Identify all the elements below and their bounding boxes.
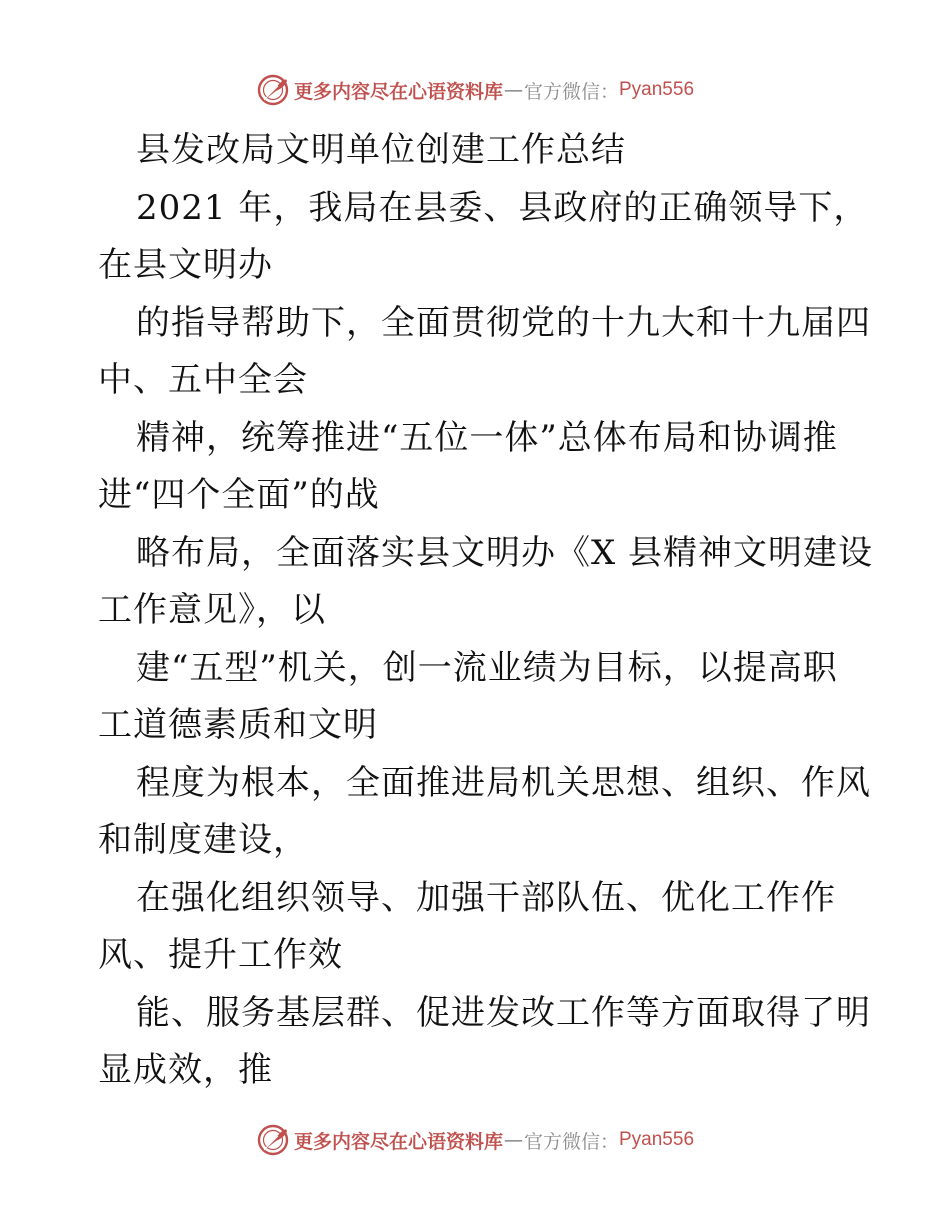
banner-brand: 更多内容尽在心语资料库 [293, 1130, 503, 1153]
banner-brand: 更多内容尽在心语资料库 [293, 80, 503, 103]
paragraph-line: 工道德素质和文明 [98, 705, 378, 745]
footer-banner [0, 1120, 950, 1160]
banner-contact-label: 官方微信： [523, 80, 619, 103]
paragraph-line: 程度为根本，全面推进局机关思想、组织、作风 [136, 762, 871, 803]
banner-dash: — [503, 1129, 523, 1151]
banner-contact-id: Pyan556 [619, 1129, 695, 1150]
paragraph-line: 能、服务基层群、促进发改工作等方面取得了明 [136, 992, 871, 1033]
banner-contact-id: Pyan556 [619, 79, 695, 100]
document-body [98, 122, 874, 1100]
paragraph-line: 略布局，全面落实县文明办《X 县精神文明建设 [136, 532, 874, 573]
paragraph-line: 进“四个全面”的战 [98, 475, 380, 515]
paragraph-line: 在县文明办 [98, 245, 273, 285]
document-title: 县发改局文明单位创建工作总结 [136, 130, 626, 170]
paragraph-line: 精神，统筹推进“五位一体”总体布局和协调推 [136, 417, 838, 458]
paragraph-line: 2021 年，我局在县委、县政府的正确领导下， [136, 187, 869, 228]
paragraph-line: 风、提升工作效 [98, 935, 343, 975]
paragraph-line: 显成效，推 [98, 1050, 273, 1090]
header-banner [0, 70, 950, 110]
paragraph-line: 建“五型”机关，创一流业绩为目标，以提高职 [136, 647, 838, 688]
banner-contact-label: 官方微信： [523, 1130, 619, 1153]
feather-pen-logo-icon [256, 73, 290, 107]
paragraph-line: 的指导帮助下，全面贯彻党的十九大和十九届四 [136, 302, 871, 343]
feather-pen-logo-icon [256, 1123, 290, 1157]
paragraph-line: 和制度建设， [98, 820, 308, 860]
paragraph-line: 在强化组织领导、加强干部队伍、优化工作作 [136, 877, 836, 918]
banner-dash: — [503, 79, 523, 101]
paragraph-line: 工作意见》，以 [98, 590, 326, 630]
paragraph-line: 中、五中全会 [98, 360, 308, 400]
